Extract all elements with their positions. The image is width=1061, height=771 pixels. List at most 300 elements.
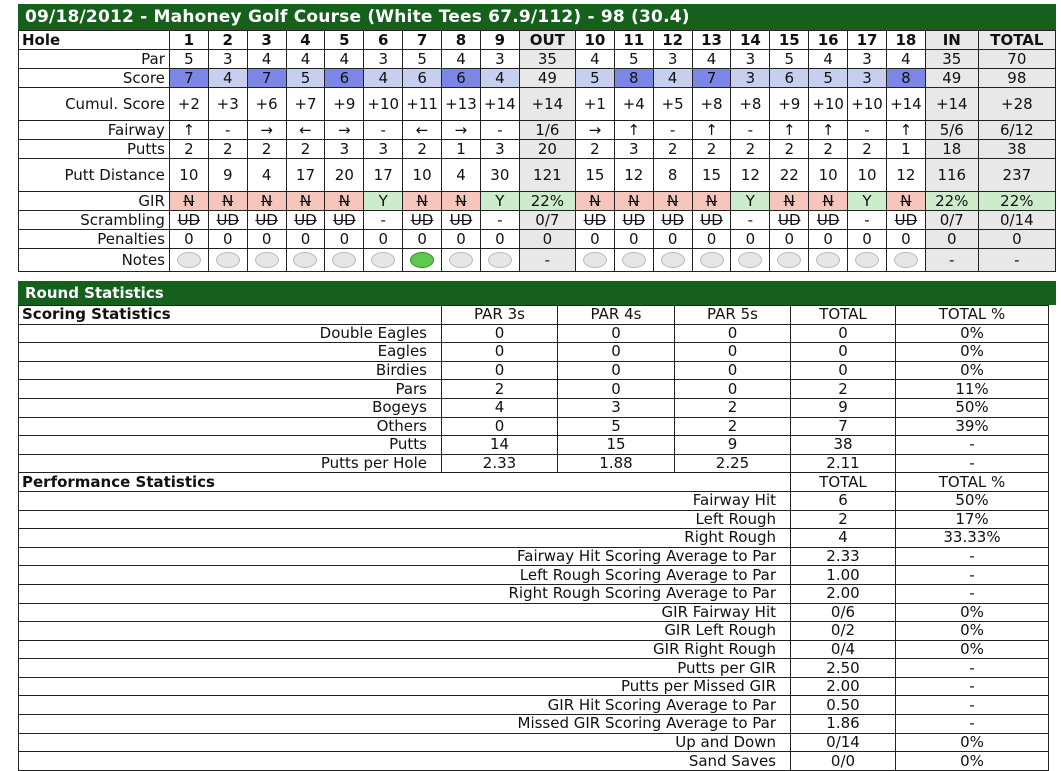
out-value: - <box>519 249 575 272</box>
stat-value: 11% <box>896 380 1049 399</box>
hole-number: 5 <box>325 31 364 50</box>
hole-label: Hole <box>19 31 170 50</box>
out-value: +14 <box>519 88 575 121</box>
column-header: PAR 3s <box>442 306 558 325</box>
in-value: 49 <box>925 69 978 88</box>
out-value: 49 <box>519 69 575 88</box>
stat-label: Birdies <box>19 361 442 380</box>
total-value: 70 <box>978 50 1055 69</box>
stat-value: 38 <box>791 436 896 455</box>
scorecard-cell: 7 <box>692 69 731 88</box>
total-value: 98 <box>978 69 1055 88</box>
note-bubble-icon[interactable] <box>293 252 317 268</box>
scorecard-cell: N <box>442 192 481 211</box>
scorecard-row-scrambling <box>19 211 1056 230</box>
scorecard-cell: 4 <box>809 50 848 69</box>
scorecard-cell: 12 <box>731 159 770 192</box>
scorecard-row-fairway <box>19 121 1056 140</box>
scorecard-cell: 15 <box>575 159 614 192</box>
stat-label: Up and Down <box>19 733 791 752</box>
scorecard-cell: → <box>247 121 286 140</box>
stat-value: - <box>896 566 1049 585</box>
scorecard-cell: 10 <box>809 159 848 192</box>
round-statistics-table <box>18 305 1049 771</box>
scorecard-cell: 0 <box>692 230 731 249</box>
scorecard-cell: 0 <box>247 230 286 249</box>
performance-row <box>19 622 1049 641</box>
hole-number: 1 <box>169 31 208 50</box>
out-value: 1/6 <box>519 121 575 140</box>
stat-value: 0% <box>896 640 1049 659</box>
note-cell <box>614 249 653 272</box>
hole-number: 13 <box>692 31 731 50</box>
stat-label: Double Eagles <box>19 324 442 343</box>
scorecard-cell: +4 <box>614 88 653 121</box>
total-label: TOTAL <box>978 31 1055 50</box>
note-cell <box>208 249 247 272</box>
stat-value: 0 <box>558 343 675 362</box>
note-bubble-icon[interactable] <box>449 252 473 268</box>
note-bubble-icon[interactable] <box>855 252 879 268</box>
scorecard-cell: +3 <box>208 88 247 121</box>
total-value: 6/12 <box>978 121 1055 140</box>
scorecard-cell: 1 <box>442 140 481 159</box>
stat-value: 0/4 <box>791 640 896 659</box>
performance-row <box>19 733 1049 752</box>
scorecard-cell: 4 <box>208 69 247 88</box>
scorecard-cell: +1 <box>575 88 614 121</box>
scorecard-cell: UD <box>809 211 848 230</box>
stat-value: 0 <box>675 380 791 399</box>
in-value: 116 <box>925 159 978 192</box>
note-bubble-icon[interactable] <box>332 252 356 268</box>
round-title: 09/18/2012 - Mahoney Golf Course (White Tees 67.9/112) - 98 (30.4) <box>18 4 1056 30</box>
scorecard-cell: N <box>692 192 731 211</box>
performance-row <box>19 547 1049 566</box>
stat-value: 2.33 <box>791 547 896 566</box>
note-bubble-icon[interactable] <box>777 252 801 268</box>
scorecard-cell: 9 <box>208 159 247 192</box>
stat-value: 0 <box>558 324 675 343</box>
stat-label: Pars <box>19 380 442 399</box>
scorecard-cell: +14 <box>886 88 925 121</box>
scorecard-cell: 2 <box>848 140 887 159</box>
scorecard-cell: 4 <box>653 69 692 88</box>
scorecard-cell: - <box>364 211 403 230</box>
column-header: TOTAL % <box>896 306 1049 325</box>
total-value: 22% <box>978 192 1055 211</box>
stat-value: 0 <box>442 343 558 362</box>
stat-value: 1.00 <box>791 566 896 585</box>
row-label-scrambling: Scrambling <box>19 211 170 230</box>
hole-number: 4 <box>286 31 325 50</box>
in-value: 18 <box>925 140 978 159</box>
stat-value: 0 <box>442 361 558 380</box>
note-bubble-icon[interactable] <box>622 252 646 268</box>
scorecard-cell: 2 <box>653 140 692 159</box>
performance-row <box>19 715 1049 734</box>
note-cell <box>886 249 925 272</box>
scorecard-cell: 17 <box>364 159 403 192</box>
scorecard-cell: +14 <box>480 88 519 121</box>
stat-label: Left Rough <box>19 510 791 529</box>
stat-label: Missed GIR Scoring Average to Par <box>19 715 791 734</box>
scorecard-cell: +9 <box>325 88 364 121</box>
note-bubble-icon[interactable] <box>816 252 840 268</box>
scoring-row <box>19 361 1049 380</box>
performance-row <box>19 510 1049 529</box>
stat-value: 0 <box>442 417 558 436</box>
scorecard-cell: +5 <box>653 88 692 121</box>
scorecard-cell: N <box>247 192 286 211</box>
stat-value: 2.00 <box>791 677 896 696</box>
column-header: PAR 5s <box>675 306 791 325</box>
stat-value: - <box>896 659 1049 678</box>
stat-value: 0/14 <box>791 733 896 752</box>
scorecard-cell: 22 <box>770 159 809 192</box>
scorecard-cell: +7 <box>286 88 325 121</box>
note-cell <box>480 249 519 272</box>
scorecard-cell: 2 <box>286 140 325 159</box>
note-cell <box>403 249 442 272</box>
column-header: TOTAL <box>791 473 896 492</box>
note-bubble-icon[interactable] <box>410 252 434 268</box>
scorecard-cell: 5 <box>286 69 325 88</box>
note-bubble-icon[interactable] <box>738 252 762 268</box>
scorecard-cell: N <box>208 192 247 211</box>
performance-statistics-header-row <box>19 473 1049 492</box>
out-value: 22% <box>519 192 575 211</box>
stat-value: 0% <box>896 733 1049 752</box>
stat-value: 2 <box>791 510 896 529</box>
stat-value: 0/2 <box>791 622 896 641</box>
scorecard-cell: - <box>480 211 519 230</box>
scorecard-cell: 2 <box>809 140 848 159</box>
row-label-gir: GIR <box>19 192 170 211</box>
performance-row <box>19 696 1049 715</box>
stat-value: 2.25 <box>675 454 791 473</box>
column-header: TOTAL <box>791 306 896 325</box>
scoring-statistics-header: Scoring Statistics <box>19 306 442 325</box>
scorecard-cell: 0 <box>770 230 809 249</box>
out-value: 121 <box>519 159 575 192</box>
scorecard-cell: UD <box>653 211 692 230</box>
stat-label: GIR Fairway Hit <box>19 603 791 622</box>
stat-value: 2 <box>442 380 558 399</box>
scorecard-cell: 0 <box>325 230 364 249</box>
out-value: 35 <box>519 50 575 69</box>
stat-value: 6 <box>791 491 896 510</box>
scorecard-cell: UD <box>286 211 325 230</box>
scorecard-cell: 4 <box>364 69 403 88</box>
scorecard-cell: - <box>653 121 692 140</box>
scorecard-cell: 8 <box>653 159 692 192</box>
stat-label: Putts per GIR <box>19 659 791 678</box>
scoring-row <box>19 398 1049 417</box>
scorecard-cell: - <box>848 121 887 140</box>
scorecard-cell: 2 <box>770 140 809 159</box>
stat-value: 15 <box>558 436 675 455</box>
scorecard-cell: 5 <box>809 69 848 88</box>
scorecard-cell: 12 <box>886 159 925 192</box>
note-cell <box>169 249 208 272</box>
scorecard-row-gir <box>19 192 1056 211</box>
scorecard-cell: Y <box>731 192 770 211</box>
scorecard-row-notes <box>19 249 1056 272</box>
performance-row <box>19 529 1049 548</box>
scorecard-cell: 3 <box>614 140 653 159</box>
stat-label: Sand Saves <box>19 752 791 771</box>
note-bubble-icon[interactable] <box>177 252 201 268</box>
scorecard-cell: ↑ <box>614 121 653 140</box>
note-cell <box>364 249 403 272</box>
stat-label: Putts per Hole <box>19 454 442 473</box>
scorecard-cell: 5 <box>169 50 208 69</box>
scorecard-cell: 7 <box>169 69 208 88</box>
stat-value: 2 <box>675 417 791 436</box>
scorecard-cell: UD <box>403 211 442 230</box>
scorecard-cell: 4 <box>325 50 364 69</box>
row-label-par: Par <box>19 50 170 69</box>
total-value: 0/14 <box>978 211 1055 230</box>
scorecard-cell: +2 <box>169 88 208 121</box>
stat-value: 0/0 <box>791 752 896 771</box>
scorecard-cell: → <box>325 121 364 140</box>
scorecard-cell: 12 <box>614 159 653 192</box>
performance-statistics-header: Performance Statistics <box>19 473 791 492</box>
in-value: 22% <box>925 192 978 211</box>
stat-value: 2.11 <box>791 454 896 473</box>
hole-number: 11 <box>614 31 653 50</box>
performance-row <box>19 566 1049 585</box>
stat-label: GIR Left Rough <box>19 622 791 641</box>
hole-number: 3 <box>247 31 286 50</box>
scorecard-cell: UD <box>442 211 481 230</box>
note-bubble-icon[interactable] <box>216 252 240 268</box>
in-value: - <box>925 249 978 272</box>
stat-value: 50% <box>896 398 1049 417</box>
stat-value: 0% <box>896 361 1049 380</box>
stat-label: Putts <box>19 436 442 455</box>
stat-value: 0 <box>442 324 558 343</box>
note-bubble-icon[interactable] <box>700 252 724 268</box>
note-cell <box>731 249 770 272</box>
scorecard-row-penalties <box>19 230 1056 249</box>
scorecard-cell: 1 <box>886 140 925 159</box>
hole-number: 6 <box>364 31 403 50</box>
scorecard-cell: 2 <box>169 140 208 159</box>
note-bubble-icon[interactable] <box>661 252 685 268</box>
stat-value: 0.50 <box>791 696 896 715</box>
scorecard-cell: 0 <box>364 230 403 249</box>
stat-value: - <box>896 436 1049 455</box>
stat-label: GIR Right Rough <box>19 640 791 659</box>
note-cell <box>442 249 481 272</box>
stat-label: GIR Hit Scoring Average to Par <box>19 696 791 715</box>
stat-value: 0/6 <box>791 603 896 622</box>
scorecard-cell: 7 <box>247 69 286 88</box>
note-bubble-icon[interactable] <box>255 252 279 268</box>
hole-number: 17 <box>848 31 887 50</box>
scorecard-cell: Y <box>848 192 887 211</box>
stat-value: 50% <box>896 491 1049 510</box>
scorecard-cell: N <box>614 192 653 211</box>
note-cell <box>575 249 614 272</box>
round-statistics-header: Round Statistics <box>18 281 1056 305</box>
scorecard-cell: 4 <box>480 69 519 88</box>
scorecard-row-par <box>19 50 1056 69</box>
scorecard-cell: 6 <box>442 69 481 88</box>
in-value: 5/6 <box>925 121 978 140</box>
scoring-row <box>19 454 1049 473</box>
scorecard-cell: N <box>325 192 364 211</box>
scorecard-cell: 0 <box>575 230 614 249</box>
stat-value: 3 <box>558 398 675 417</box>
scorecard-cell: ↑ <box>770 121 809 140</box>
stat-label: Fairway Hit Scoring Average to Par <box>19 547 791 566</box>
scorecard-cell: Y <box>364 192 403 211</box>
scorecard-cell: +8 <box>731 88 770 121</box>
scorecard-cell: UD <box>169 211 208 230</box>
scorecard-cell: - <box>731 211 770 230</box>
scorecard-cell: 0 <box>480 230 519 249</box>
row-label-cumul: Cumul. Score <box>19 88 170 121</box>
scorecard-cell: +8 <box>692 88 731 121</box>
row-label-fairway: Fairway <box>19 121 170 140</box>
scorecard-row-cumul <box>19 88 1056 121</box>
scorecard-cell: - <box>208 121 247 140</box>
scorecard-cell: ← <box>403 121 442 140</box>
stat-value: 0 <box>558 361 675 380</box>
in-value: 35 <box>925 50 978 69</box>
scorecard-cell: 2 <box>692 140 731 159</box>
scorecard-cell: 0 <box>809 230 848 249</box>
scorecard-cell: - <box>480 121 519 140</box>
scorecard-cell: +13 <box>442 88 481 121</box>
scorecard-cell: N <box>770 192 809 211</box>
stat-value: - <box>896 677 1049 696</box>
scorecard-table <box>18 30 1056 272</box>
scorecard-cell: 3 <box>653 50 692 69</box>
stat-value: 2.33 <box>442 454 558 473</box>
scorecard-cell: 4 <box>286 50 325 69</box>
out-value: 20 <box>519 140 575 159</box>
scorecard-cell: 8 <box>886 69 925 88</box>
performance-row <box>19 584 1049 603</box>
stat-value: 0% <box>896 752 1049 771</box>
scoring-row <box>19 324 1049 343</box>
row-label-notes: Notes <box>19 249 170 272</box>
hole-number: 8 <box>442 31 481 50</box>
scorecard-cell: 4 <box>247 159 286 192</box>
scorecard-cell: 4 <box>442 50 481 69</box>
scorecard-cell: 6 <box>325 69 364 88</box>
scorecard-cell: N <box>886 192 925 211</box>
scorecard-cell: 6 <box>403 69 442 88</box>
stat-value: 9 <box>791 398 896 417</box>
scorecard-cell: 0 <box>286 230 325 249</box>
scorecard-cell: ↑ <box>886 121 925 140</box>
scorecard-cell: 0 <box>653 230 692 249</box>
scorecard-cell: 0 <box>886 230 925 249</box>
scorecard-cell: 4 <box>692 50 731 69</box>
note-cell <box>247 249 286 272</box>
stat-value: 4 <box>442 398 558 417</box>
scorecard-cell: 8 <box>614 69 653 88</box>
row-label-penalties: Penalties <box>19 230 170 249</box>
stat-value: 9 <box>675 436 791 455</box>
hole-number: 10 <box>575 31 614 50</box>
scoring-statistics-header-row <box>19 306 1049 325</box>
scorecard-cell: UD <box>770 211 809 230</box>
scorecard-cell: 3 <box>364 140 403 159</box>
stat-value: - <box>896 454 1049 473</box>
scorecard-row-putt-distance <box>19 159 1056 192</box>
stat-value: 0 <box>791 361 896 380</box>
hole-number: 14 <box>731 31 770 50</box>
scorecard-cell: → <box>442 121 481 140</box>
scorecard-cell: UD <box>247 211 286 230</box>
scorecard-cell: 0 <box>731 230 770 249</box>
scorecard-cell: UD <box>886 211 925 230</box>
scorecard-cell: ↑ <box>169 121 208 140</box>
stat-value: 0% <box>896 343 1049 362</box>
stat-value: - <box>896 584 1049 603</box>
hole-number: 9 <box>480 31 519 50</box>
scorecard-cell: 3 <box>208 50 247 69</box>
scorecard-cell: N <box>403 192 442 211</box>
performance-row <box>19 640 1049 659</box>
note-bubble-icon[interactable] <box>371 252 395 268</box>
stat-value: 0 <box>675 343 791 362</box>
scoring-row <box>19 380 1049 399</box>
note-bubble-icon[interactable] <box>894 252 918 268</box>
row-label-putts: Putts <box>19 140 170 159</box>
stat-value: 4 <box>791 529 896 548</box>
scorecard-cell: 15 <box>692 159 731 192</box>
scorecard-cell: UD <box>325 211 364 230</box>
scorecard-cell: 3 <box>731 69 770 88</box>
scorecard-cell: UD <box>692 211 731 230</box>
scorecard-cell: Y <box>480 192 519 211</box>
performance-row <box>19 659 1049 678</box>
stat-label: Left Rough Scoring Average to Par <box>19 566 791 585</box>
scorecard-cell: N <box>575 192 614 211</box>
out-label: OUT <box>519 31 575 50</box>
scorecard-cell: 10 <box>848 159 887 192</box>
hole-number: 2 <box>208 31 247 50</box>
stat-value: 33.33% <box>896 529 1049 548</box>
note-bubble-icon[interactable] <box>488 252 512 268</box>
stat-value: 7 <box>791 417 896 436</box>
scorecard-cell: ↑ <box>692 121 731 140</box>
in-label: IN <box>925 31 978 50</box>
scorecard-cell: N <box>809 192 848 211</box>
scorecard-cell: 3 <box>480 140 519 159</box>
out-value: 0 <box>519 230 575 249</box>
stat-value: 2.50 <box>791 659 896 678</box>
hole-number: 16 <box>809 31 848 50</box>
scorecard-cell: UD <box>614 211 653 230</box>
scorecard-cell: 5 <box>614 50 653 69</box>
scorecard-cell: 3 <box>480 50 519 69</box>
total-value: 237 <box>978 159 1055 192</box>
scorecard-cell: 20 <box>325 159 364 192</box>
stat-value: 0 <box>558 380 675 399</box>
scorecard-cell: 3 <box>848 69 887 88</box>
scorecard-cell: - <box>731 121 770 140</box>
note-bubble-icon[interactable] <box>583 252 607 268</box>
